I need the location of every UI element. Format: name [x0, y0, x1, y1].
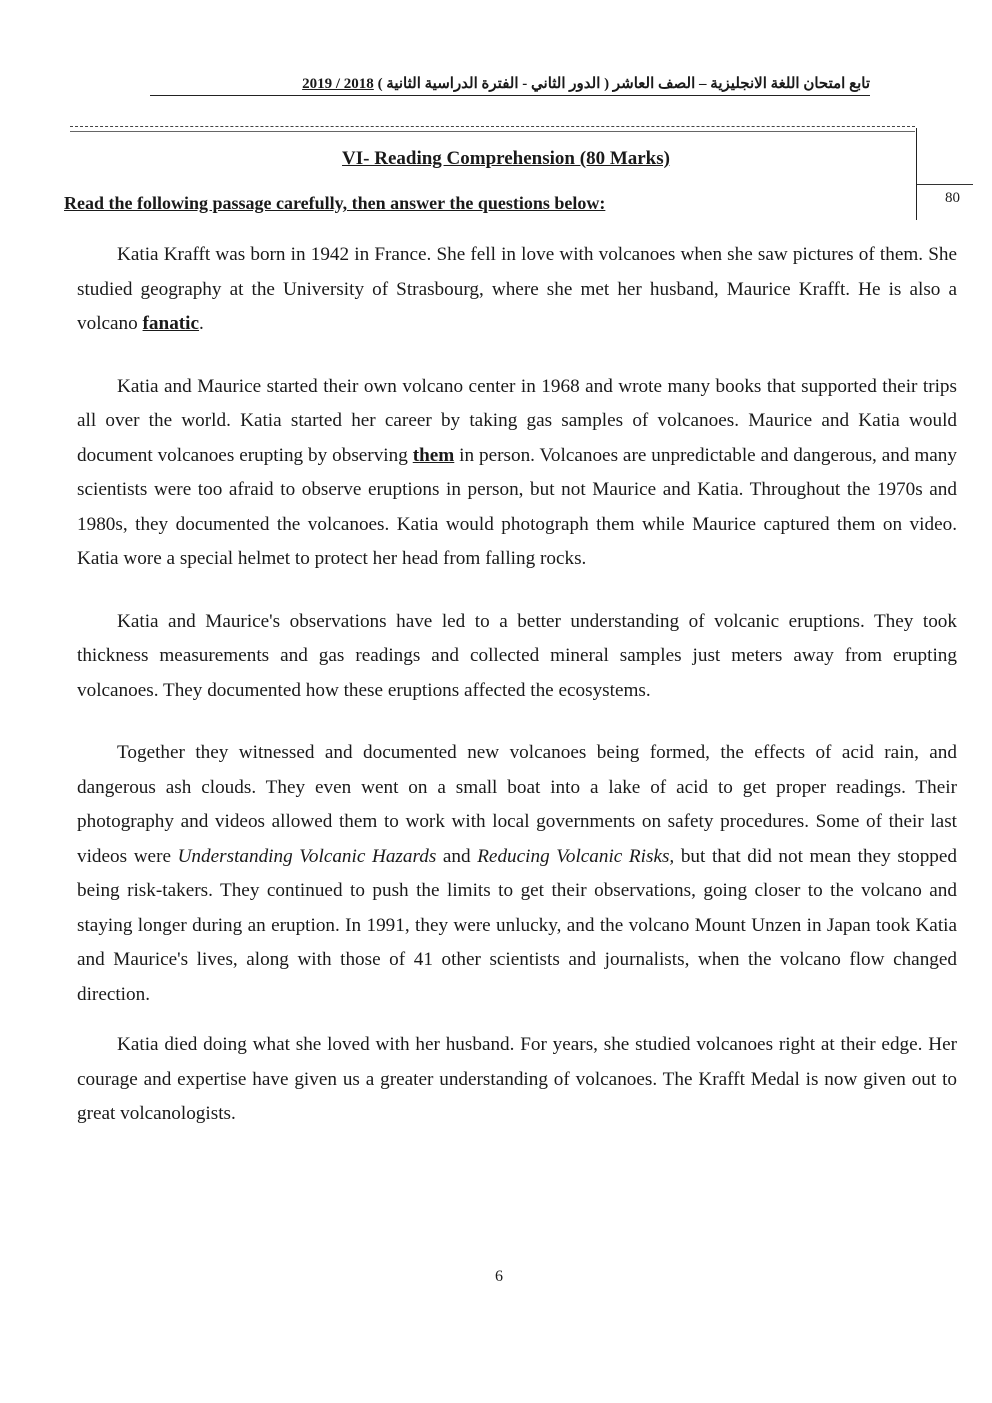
exam-header-arabic-title: تابع امتحان اللغة الانجليزية – الصف العاشر ( الدور الثاني - الفترة الدراسية الثانية )	[377, 76, 870, 92]
score-box	[916, 128, 975, 220]
exam-header	[150, 74, 870, 96]
paragraph-4-text: Together they witnessed and documented new volcanoes being formed, the effects of acid rain, and dangerous ash clouds. They even went on a small boat into a lake of acid to get proper readings. Their photography and videos allowed them to work with local governments on safety procedures. Some of their last videos were	[77, 742, 957, 867]
keyword-them: them	[412, 444, 455, 466]
score-marks: 80	[945, 190, 960, 206]
passage-paragraph-4	[77, 736, 957, 1012]
passage-paragraph-3: Katia and Maurice's observations have led to a better understanding of volcanic eruptions. They took thickness measurements and gas readings and collected mineral samples just meters away from erupting volcanoes. They documented how these eruptions affected the ecosystems.	[77, 610, 957, 701]
score-box-divider	[917, 184, 973, 185]
paragraph-4-and: and	[436, 845, 478, 867]
paragraph-2-rest: in person. Volcanoes are unpredictable and dangerous, and many scientists were too afraid to observe eruptions in person, but not Maurice and Katia. Throughout the 1970s and 1980s, they documented the volcanoes. Katia would photograph them while Maurice captured them on video. Katia wore a special helmet to protect her head from falling rocks.	[77, 444, 957, 569]
keyword-fanatic: fanatic	[142, 313, 200, 334]
header-divider-dashed	[70, 126, 915, 127]
page-number: 6	[495, 1268, 503, 1285]
reading-passage	[77, 238, 957, 1160]
paragraph-4-rest: but that did not mean they stopped being risk-takers. They continued to push the limits to get their observations, going closer to the volcano and staying longer during an eruption. In 1991, they were unlucky, and the volcano Mount Unzen in Japan took Katia and Maurice's lives, along with those of 41 other scientists and journalists, when the volcano flow changed direction.	[77, 845, 958, 1005]
video-title-1: Understanding Volcanic Hazards	[177, 845, 437, 867]
header-divider-solid	[70, 131, 915, 132]
paragraph-2-text: Katia and Maurice started their own volcano center in 1968 and wrote many books that supported their trips all over the world. Katia started her career by taking gas samples of volcanoes. Maurice and Katia would document volcanoes erupting by observing	[77, 375, 957, 466]
paragraph-1-text: Katia Krafft was born in 1942 in France. She fell in love with volcanoes when she saw pictures of them. She studied geography at the University of Strasbourg, where she met her husband, Maurice Krafft. He is also a volcano	[77, 244, 957, 334]
paragraph-1-end: .	[199, 313, 204, 334]
passage-paragraph-1	[77, 238, 957, 342]
section-instructions: Read the following passage carefully, then answer the questions below:	[64, 193, 606, 213]
exam-header-years: 2019 / 2018	[302, 76, 374, 92]
passage-paragraph-2	[77, 370, 957, 577]
video-title-2: Reducing Volcanic Risks,	[477, 845, 675, 867]
passage-paragraph-5: Katia died doing what she loved with her husband. For years, she studied volcanoes right at their edge. Her courage and expertise have given us a greater understanding of volcanoes. The Krafft Medal is now given out to great volcanologists.	[77, 1034, 957, 1124]
section-title: VI- Reading Comprehension (80 Marks)	[342, 148, 670, 169]
